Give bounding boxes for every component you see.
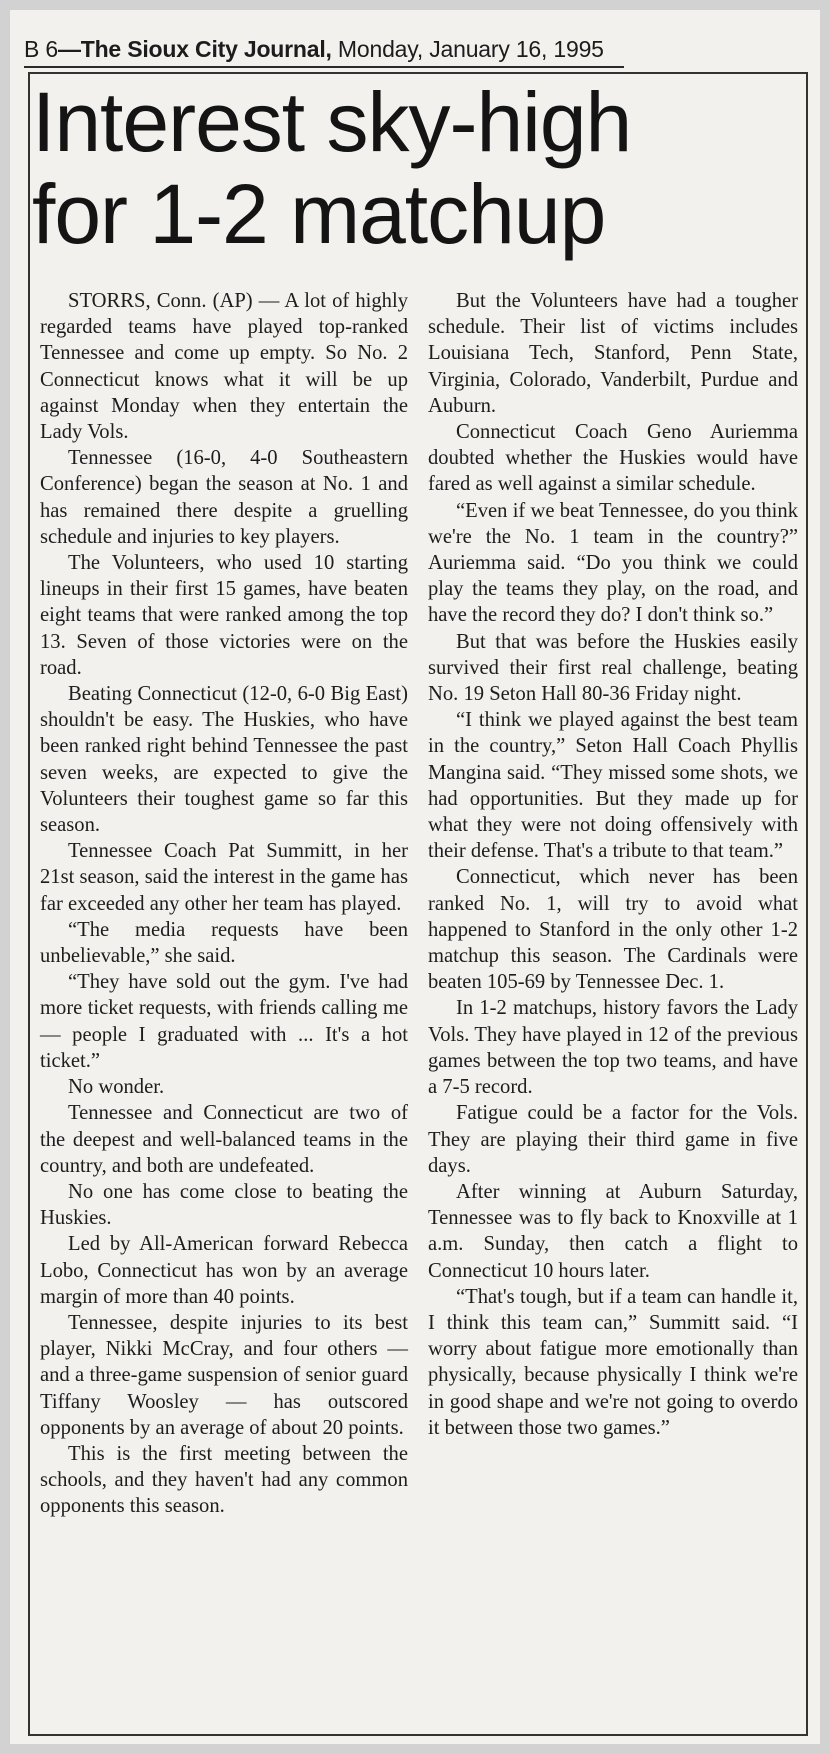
paragraph: No wonder. bbox=[68, 1076, 165, 1099]
paragraph: Tennessee Coach Pat Summitt, in her 21st season, said the interest in the game has far exceeded any other her team has played. bbox=[40, 840, 408, 915]
paragraph: But that was before the Huskies easily survived their first real challenge, beating No. 19 Seton Hall 80-36 Friday night. bbox=[428, 630, 798, 706]
paragraph: Connecticut Coach Geno Auriemma doubted whether the Huskies would have fared as well against a similar schedule. bbox=[428, 421, 798, 496]
paragraph: Beating Connecticut (12-0, 6-0 Big East) shouldn't be easy. The Huskies, who have been ranked right behind Tennessee the past seven weeks, are expected to give the Volunteers their toughest game so far this season. bbox=[40, 683, 408, 837]
newspaper-page bbox=[10, 10, 820, 1744]
paragraph: No one has come close to beating the Huskies. bbox=[40, 1180, 408, 1230]
paragraph: Fatigue could be a factor for the Vols. They are playing their third game in five days. bbox=[428, 1102, 798, 1177]
paragraph: STORRS, Conn. (AP) — A lot of highly regarded teams have played top-ranked Tennessee and come up empty. So No. 2 Connecticut knows what it will be up against Monday when they entertain the Lady Vols. bbox=[40, 290, 408, 444]
article-column-right bbox=[428, 288, 798, 1441]
paragraph: This is the first meeting between the schools, and they haven't had any common opponents this season. bbox=[40, 1442, 408, 1518]
paragraph: “I think we played against the best team in the country,” Seton Hall Coach Phyllis Mangina said. “They missed some shots, we had opportunities. But they made up for what they were not doing offensively with their defense. That's a tribute to that team.” bbox=[428, 709, 798, 863]
headline-line-1: Interest sky-high bbox=[32, 75, 632, 169]
paragraph: “That's tough, but if a team can handle it, I think this team can,” Summitt said. “I worry about fatigue more emotionally than physically, because physically I think we're in good shape and we're not going to overdo it between those two games.” bbox=[428, 1285, 798, 1439]
headline-line-2: for 1-2 matchup bbox=[32, 167, 606, 261]
article-column-left bbox=[40, 288, 408, 1520]
paragraph: The Volunteers, who used 10 starting lineups in their first 15 games, have beaten eight teams that were ranked among the top 13. Seven of those victories were on the road. bbox=[40, 552, 408, 679]
paragraph: Tennessee (16-0, 4-0 Southeastern Conference) began the season at No. 1 and has remained there despite a gruelling schedule and injuries to key players. bbox=[40, 447, 408, 548]
paragraph: In 1-2 matchups, history favors the Lady Vols. They have played in 12 of the previous games between the top two teams, and have a 7-5 record. bbox=[428, 997, 798, 1099]
paragraph: “Even if we beat Tennessee, do you think we're the No. 1 team in the country?” Auriemma said. “Do you think we could play the teams they play, on the road, and have the record they do? I don't think so.” bbox=[428, 499, 798, 627]
page-number: B 6 bbox=[24, 36, 58, 62]
publication-date: Monday, January 16, 1995 bbox=[331, 36, 604, 62]
paragraph: Led by All-American forward Rebecca Lobo, Connecticut has won by an average margin of more than 40 points. bbox=[40, 1233, 408, 1308]
paragraph: Tennessee, despite injuries to its best player, Nikki McCray, and four others — and a three-game suspension of senior guard Tiffany Woosley — has outscored opponents by an average of about 20 points. bbox=[40, 1311, 408, 1439]
publication-name: —The Sioux City Journal, bbox=[57, 36, 332, 62]
paragraph: Connecticut, which never has been ranked No. 1, will try to avoid what happened to Stanford in the only other 1-2 matchup this season. The Cardinals were beaten 105-69 by Tennessee Dec. 1. bbox=[428, 866, 798, 994]
article-headline bbox=[32, 76, 792, 260]
header-rule bbox=[24, 66, 624, 68]
paragraph: After winning at Auburn Saturday, Tennessee was to fly back to Knoxville at 1 a.m. Sunday, then catch a flight to Connecticut 10 hours later. bbox=[428, 1180, 798, 1282]
page-dateline bbox=[24, 36, 604, 63]
paragraph: But the Volunteers have had a tougher schedule. Their list of victims includes Louisiana Tech, Stanford, Penn State, Virginia, Colorado, Vanderbilt, Purdue and Auburn. bbox=[428, 290, 798, 417]
paragraph: Tennessee and Connecticut are two of the deepest and well-balanced teams in the country, and both are undefeated. bbox=[40, 1102, 408, 1177]
paragraph: “The media requests have been unbelievable,” she said. bbox=[40, 918, 408, 968]
paragraph: “They have sold out the gym. I've had more ticket requests, with friends calling me — people I graduated with ... It's a hot ticket.” bbox=[40, 971, 408, 1072]
